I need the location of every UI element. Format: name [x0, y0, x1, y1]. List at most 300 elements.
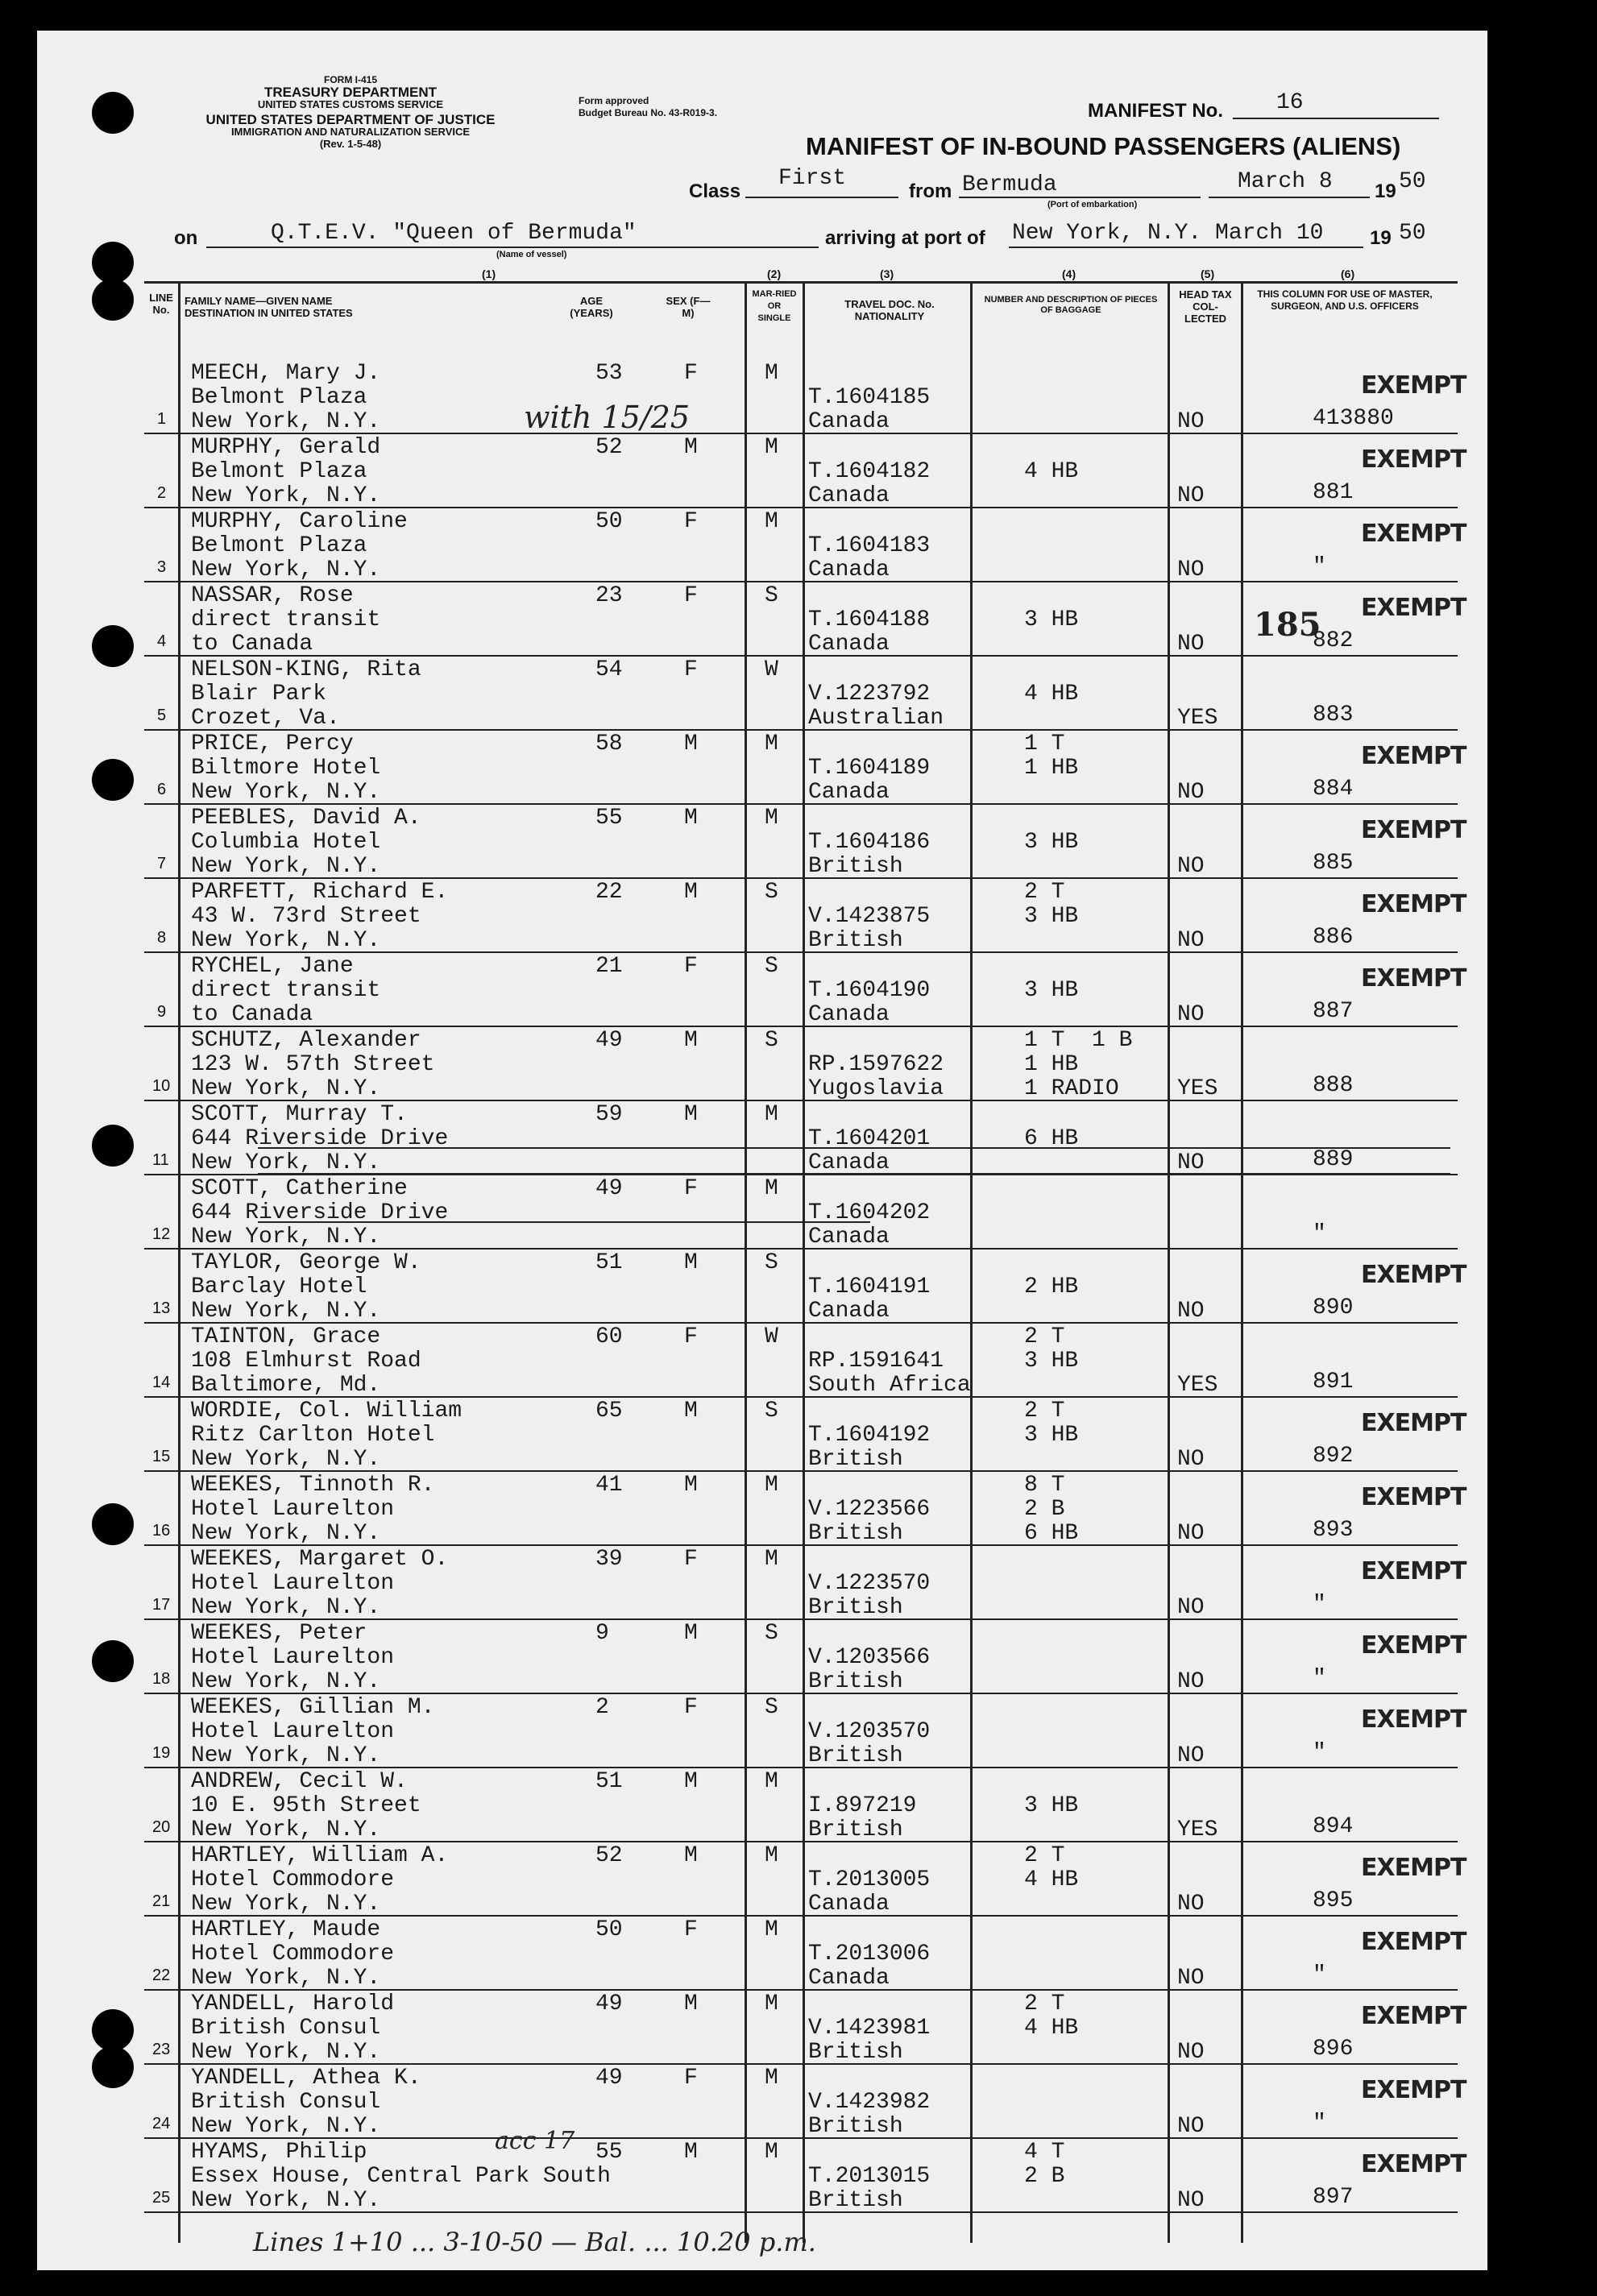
sex: F [684, 583, 698, 608]
line-number: 17 [152, 1596, 171, 1614]
exempt-stamp: EXEMPT [1361, 1854, 1466, 1882]
sex: M [684, 1102, 698, 1127]
table-row-border [144, 655, 1458, 657]
baggage-line-1: 1 T [1024, 731, 1065, 756]
line-number: 9 [157, 1003, 167, 1021]
col-divider [970, 281, 973, 2243]
baggage-line-1: 4 T [1024, 2140, 1065, 2165]
embark-year: 50 [1399, 169, 1426, 194]
age: 55 [595, 806, 623, 831]
destination-line-2: to Canada [191, 1002, 313, 1027]
passenger-name: TAYLOR, George W. [191, 1250, 421, 1275]
exempt-stamp: EXEMPT [1361, 371, 1466, 400]
vessel-line [206, 247, 819, 248]
destination-line-2: New York, N.Y. [191, 1669, 381, 1694]
baggage-line-1: 2 T [1024, 880, 1065, 905]
passenger-name: HARTLEY, Maude [191, 1917, 381, 1942]
travel-doc-number: T.1604202 [808, 1200, 931, 1225]
head-tax: YES [1177, 1373, 1218, 1398]
nationality: Canada [808, 632, 890, 657]
destination-line-1: Biltmore Hotel [191, 756, 381, 781]
age: 50 [595, 509, 623, 534]
passenger-name: WEEKES, Margaret O. [191, 1547, 449, 1572]
marital-status: M [765, 361, 778, 386]
destination-line-2: New York, N.Y. [191, 1817, 381, 1842]
travel-doc-number: V.1423875 [808, 904, 931, 929]
travel-doc-number: T.1604201 [808, 1126, 931, 1151]
marital-status: W [765, 1324, 778, 1349]
baggage-line-2: 3 HB [1024, 1423, 1079, 1448]
arrival-line [1009, 247, 1363, 248]
destination-line-2: Crozet, Va. [191, 706, 340, 731]
travel-doc-number: V.1203566 [808, 1645, 931, 1670]
destination-line-1: Belmont Plaza [191, 459, 367, 484]
class-line [745, 197, 898, 198]
binder-hole [92, 279, 134, 321]
arriving-label: arriving at port of [825, 227, 985, 249]
strike-line [258, 1147, 1450, 1149]
destination-line-1: Blair Park [191, 682, 327, 707]
approval-block [579, 95, 717, 119]
exempt-stamp: EXEMPT [1361, 1483, 1466, 1511]
line-number: 4 [157, 632, 167, 650]
age: 58 [595, 731, 623, 756]
class-label: Class [689, 180, 741, 202]
sex: M [684, 1399, 698, 1424]
official-number: 883 [1313, 702, 1354, 727]
baggage-line-2: 2 B [1024, 2164, 1065, 2189]
destination-line-1: Belmont Plaza [191, 533, 367, 558]
destination-line-1: 123 W. 57th Street [191, 1052, 435, 1077]
destination-line-2: New York, N.Y. [191, 1299, 381, 1324]
line-number: 14 [152, 1374, 171, 1391]
marital-status: S [765, 1399, 778, 1424]
row1-handwritten-note: with 15/25 [524, 400, 691, 435]
destination-line-2: New York, N.Y. [191, 780, 381, 805]
travel-doc-number: T.1604189 [808, 756, 931, 781]
exempt-stamp: EXEMPT [1361, 1928, 1466, 1956]
exempt-stamp: EXEMPT [1361, 2002, 1466, 2030]
destination-line-2: New York, N.Y. [191, 483, 381, 508]
head-tax: NO [1177, 928, 1205, 953]
travel-doc-number: RP.1597622 [808, 1052, 944, 1077]
age: 23 [595, 583, 623, 608]
exempt-stamp: EXEMPT [1361, 2150, 1466, 2178]
nationality: Yugoslavia [808, 1076, 944, 1101]
sex: M [684, 731, 698, 756]
age: 22 [595, 880, 623, 905]
head-tax: NO [1177, 1595, 1205, 1620]
age: 41 [595, 1473, 623, 1498]
budget-bureau: Budget Bureau No. 43-R019-3. [579, 107, 718, 118]
head-tax: NO [1177, 1002, 1205, 1027]
sex: M [684, 1843, 698, 1868]
marital-status: W [765, 657, 778, 682]
nationality: British [808, 1743, 903, 1768]
line-number: 23 [152, 2041, 171, 2058]
passenger-name: PEEBLES, David A. [191, 806, 421, 831]
exempt-stamp: EXEMPT [1361, 890, 1466, 918]
baggage-line-3: 1 RADIO [1024, 1076, 1119, 1101]
class-value: First [778, 166, 847, 191]
official-number: " [1313, 2111, 1326, 2136]
table-row-border [144, 1026, 1458, 1027]
exempt-stamp: EXEMPT [1361, 742, 1466, 770]
exempt-stamp: EXEMPT [1361, 1557, 1466, 1585]
travel-doc-number: T.1604192 [808, 1423, 931, 1448]
col-num-3: (3) [880, 267, 894, 280]
nationality: Canada [808, 1892, 890, 1917]
baggage-line-2: 6 HB [1024, 1126, 1079, 1151]
manifest-no: 16 [1276, 90, 1304, 115]
header-age: AGE (YEARS) [570, 295, 613, 319]
baggage-line-2: 2 B [1024, 1497, 1065, 1522]
passenger-name: HARTLEY, William A. [191, 1843, 449, 1868]
revision-label: (Rev. 1-5-48) [319, 138, 382, 150]
travel-doc-number: T.2013005 [808, 1867, 931, 1892]
baggage-line-2: 1 HB [1024, 1052, 1079, 1077]
nationality: British [808, 2114, 903, 2139]
nationality: British [808, 1447, 903, 1472]
header-officers: THIS COLUMN FOR USE OF MASTER, SURGEON, AND U.S. OFFICERS [1257, 288, 1433, 312]
from-label: from [909, 180, 952, 202]
travel-doc-number: V.1223566 [808, 1497, 931, 1522]
destination-line-2: New York, N.Y. [191, 1892, 381, 1917]
nationality: British [808, 928, 903, 953]
manifest-no-line [1233, 118, 1439, 119]
line-number: 18 [152, 1670, 171, 1688]
destination-line-1: Hotel Laurelton [191, 1645, 395, 1670]
age: 49 [595, 1991, 623, 2016]
destination-line-2: New York, N.Y. [191, 1225, 381, 1250]
marital-status: M [765, 435, 778, 460]
destination-line-1: Ritz Carlton Hotel [191, 1423, 435, 1448]
col-divider [803, 281, 805, 2243]
head-tax: NO [1177, 1892, 1205, 1917]
head-tax: NO [1177, 632, 1205, 657]
head-tax: NO [1177, 2040, 1205, 2065]
age: 39 [595, 1547, 623, 1572]
official-number: 888 [1313, 1073, 1354, 1098]
marital-status: M [765, 1991, 778, 2016]
line-number: 24 [152, 2115, 171, 2132]
sex: M [684, 1621, 698, 1646]
table-top-border [144, 281, 1458, 284]
passenger-name: NASSAR, Rose [191, 583, 354, 608]
embarkation-date: March 8 [1238, 169, 1333, 194]
destination-line-1: Hotel Commodore [191, 1867, 395, 1892]
marital-status: S [765, 954, 778, 979]
sex: M [684, 1250, 698, 1275]
passenger-name: PRICE, Percy [191, 731, 354, 756]
passenger-table [144, 253, 1466, 2243]
destination-line-1: British Consul [191, 2090, 381, 2115]
on-label: on [174, 227, 198, 249]
official-number: 885 [1313, 851, 1354, 876]
destination-line-2: New York, N.Y. [191, 854, 381, 879]
official-number: " [1313, 554, 1326, 579]
binder-hole [92, 1640, 134, 1682]
destination-line-2: New York, N.Y. [191, 1150, 381, 1175]
baggage-line-2: 3 HB [1024, 830, 1079, 855]
marital-status: S [765, 1250, 778, 1275]
passenger-name: WORDIE, Col. William [191, 1399, 463, 1424]
line-number: 7 [157, 855, 167, 872]
nationality: Canada [808, 1002, 890, 1027]
destination-line-1: Columbia Hotel [191, 830, 381, 855]
line-number: 21 [152, 1892, 171, 1910]
baggage-line-1: 2 T [1024, 1324, 1065, 1349]
passenger-name: PARFETT, Richard E. [191, 880, 449, 905]
marital-status: S [765, 1621, 778, 1646]
official-number: 886 [1313, 925, 1354, 950]
travel-doc-number: V.1423981 [808, 2016, 931, 2041]
exempt-stamp: EXEMPT [1361, 520, 1466, 548]
official-number: 884 [1313, 777, 1354, 802]
travel-doc-number: I.897219 [808, 1793, 917, 1818]
age: 21 [595, 954, 623, 979]
marital-status: M [765, 1176, 778, 1201]
nationality: British [808, 2188, 903, 2213]
travel-doc-number: T.1604183 [808, 533, 931, 558]
sex: M [684, 2140, 698, 2165]
baggage-line-2: 3 HB [1024, 1793, 1079, 1818]
official-number: 889 [1313, 1147, 1354, 1172]
marital-status: S [765, 583, 778, 608]
manifest-title: MANIFEST OF IN-BOUND PASSENGERS (ALIENS) [806, 132, 1401, 160]
passenger-name: HYAMS, Philip [191, 2140, 367, 2165]
travel-doc-number: T.2013015 [808, 2164, 931, 2189]
nationality: Canada [808, 780, 890, 805]
treasury-label: TREASURY DEPARTMENT [263, 85, 438, 100]
line-number: 2 [157, 484, 167, 502]
sex: F [684, 1176, 698, 1201]
passenger-name: WEEKES, Gillian M. [191, 1695, 435, 1720]
head-tax: YES [1177, 1817, 1218, 1842]
official-number: 893 [1313, 1518, 1354, 1543]
line-number: 12 [152, 1225, 171, 1243]
sex: F [684, 1917, 698, 1942]
passenger-name: YANDELL, Harold [191, 1991, 395, 2016]
header-name: FAMILY NAME—GIVEN NAME DESTINATION IN UNITED STATES [185, 295, 353, 319]
sex: M [684, 1991, 698, 2016]
row25-handwritten-note: acc 17 [495, 2127, 575, 2155]
destination-line-2: New York, N.Y. [191, 2040, 381, 2065]
travel-doc-number: V.1223570 [808, 1571, 931, 1596]
nationality: Canada [808, 1225, 890, 1250]
sex: M [684, 1769, 698, 1794]
row4-handwritten-number: 185 [1254, 606, 1321, 644]
nationality: Canada [808, 557, 890, 582]
nationality: Canada [808, 483, 890, 508]
passenger-name: SCOTT, Catherine [191, 1176, 408, 1201]
arrive-year-prefix: 19 [1370, 227, 1392, 249]
nationality: British [808, 1521, 903, 1546]
binder-hole [92, 625, 134, 667]
header-baggage: NUMBER AND DESCRIPTION OF PIECES OF BAGGAGE [984, 295, 1158, 315]
passenger-name: SCOTT, Murray T. [191, 1102, 408, 1127]
line-number: 19 [152, 1744, 171, 1762]
nationality: Canada [808, 1299, 890, 1324]
marital-status: S [765, 1028, 778, 1053]
age: 59 [595, 1102, 623, 1127]
sex: M [684, 806, 698, 831]
age: 55 [595, 2140, 623, 2165]
exempt-stamp: EXEMPT [1361, 1631, 1466, 1660]
embark-date-line [1209, 197, 1370, 198]
destination-line-1: 644 Riverside Drive [191, 1126, 449, 1151]
destination-line-2: New York, N.Y. [191, 2114, 381, 2139]
travel-doc-number: RP.1591641 [808, 1349, 944, 1374]
embarkation-port: Bermuda [962, 172, 1057, 197]
baggage-line-2: 4 HB [1024, 1867, 1079, 1892]
passenger-name: ANDREW, Cecil W. [191, 1769, 408, 1794]
binder-hole [92, 92, 134, 134]
travel-doc-number: T.1604185 [808, 385, 931, 410]
age: 51 [595, 1250, 623, 1275]
head-tax: NO [1177, 1966, 1205, 1991]
destination-line-2: New York, N.Y. [191, 2188, 381, 2213]
head-tax: NO [1177, 780, 1205, 805]
line-number: 11 [152, 1151, 169, 1169]
age: 52 [595, 435, 623, 460]
header-line-no: LINE No. [149, 292, 173, 316]
age: 49 [595, 2066, 623, 2091]
travel-doc-number: V.1423982 [808, 2090, 931, 2115]
official-number: 882 [1313, 628, 1354, 653]
destination-line-2: New York, N.Y. [191, 1743, 381, 1768]
head-tax: NO [1177, 2114, 1205, 2139]
destination-line-2: New York, N.Y. [191, 1447, 381, 1472]
baggage-line-2: 2 HB [1024, 1274, 1079, 1299]
baggage-line-2: 3 HB [1024, 1349, 1079, 1374]
destination-line-2: New York, N.Y. [191, 1521, 381, 1546]
marital-status: M [765, 1843, 778, 1868]
sex: F [684, 1547, 698, 1572]
vessel-name: Q.T.E.V. "Queen of Bermuda" [271, 221, 637, 246]
official-number: " [1313, 1221, 1326, 1246]
marital-status: S [765, 1695, 778, 1720]
arrival-port-date: New York, N.Y. March 10 [1012, 221, 1324, 246]
official-number: " [1313, 1962, 1326, 1987]
sex: M [684, 1473, 698, 1498]
age: 54 [595, 657, 623, 682]
destination-line-2: New York, N.Y. [191, 557, 381, 582]
official-number: " [1313, 1666, 1326, 1691]
head-tax: NO [1177, 1669, 1205, 1694]
travel-doc-number: V.1223792 [808, 682, 931, 707]
form-number: FORM I-415 [323, 74, 377, 85]
exempt-stamp: EXEMPT [1361, 2076, 1466, 2104]
baggage-line-2: 1 HB [1024, 756, 1079, 781]
official-number: 413880 [1313, 406, 1394, 431]
head-tax: NO [1177, 483, 1205, 508]
header-head-tax: HEAD TAX COL-LECTED [1179, 288, 1232, 325]
age: 49 [595, 1028, 623, 1053]
baggage-line-2: 3 HB [1024, 904, 1079, 929]
sex: F [684, 361, 698, 386]
customs-label: UNITED STATES CUSTOMS SERVICE [257, 98, 444, 110]
nationality: British [808, 1817, 903, 1842]
destination-line-1: Belmont Plaza [191, 385, 367, 410]
official-number: 896 [1313, 2037, 1354, 2062]
marital-status: M [765, 1473, 778, 1498]
baggage-line-1: 8 T [1024, 1473, 1065, 1498]
marital-status: M [765, 1547, 778, 1572]
passenger-name: MURPHY, Caroline [191, 509, 408, 534]
official-number: 897 [1313, 2185, 1354, 2210]
nationality: South Africa [808, 1373, 971, 1398]
age: 9 [595, 1621, 609, 1646]
destination-line-1: direct transit [191, 607, 381, 632]
age: 60 [595, 1324, 623, 1349]
destination-line-2: New York, N.Y. [191, 1595, 381, 1620]
destination-line-2: New York, N.Y. [191, 928, 381, 953]
destination-line-1: 644 Riverside Drive [191, 1200, 449, 1225]
line-number: 22 [152, 1967, 171, 1984]
manifest-no-label: MANIFEST No. [1088, 100, 1223, 122]
sex: F [684, 2066, 698, 2091]
destination-line-1: 108 Elmhurst Road [191, 1349, 421, 1374]
exempt-stamp: EXEMPT [1361, 1261, 1466, 1289]
official-number: 892 [1313, 1444, 1354, 1469]
arrive-year: 50 [1399, 221, 1426, 246]
line-number: 15 [152, 1448, 171, 1465]
binder-hole [92, 1125, 134, 1167]
nationality: British [808, 1669, 903, 1694]
table-row-border [144, 729, 1458, 731]
head-tax: NO [1177, 1299, 1205, 1324]
embark-year-prefix: 19 [1375, 180, 1396, 202]
passenger-name: WEEKES, Tinnoth R. [191, 1473, 435, 1498]
justice-label: UNITED STATES DEPARTMENT OF JUSTICE [205, 112, 496, 127]
sex: F [684, 657, 698, 682]
baggage-line-1: 2 T [1024, 1399, 1065, 1424]
official-number: 894 [1313, 1814, 1354, 1839]
exempt-stamp: EXEMPT [1361, 1409, 1466, 1437]
col-num-4: (4) [1062, 267, 1076, 280]
head-tax: NO [1177, 854, 1205, 879]
head-tax: NO [1177, 1150, 1205, 1175]
nationality: Canada [808, 409, 890, 434]
line-number: 5 [157, 707, 167, 724]
form-approved: Form approved [579, 95, 649, 106]
line-number: 6 [157, 781, 167, 798]
passenger-name: SCHUTZ, Alexander [191, 1028, 421, 1053]
passenger-name: NELSON-KING, Rita [191, 657, 421, 682]
marital-status: M [765, 1769, 778, 1794]
age: 2 [595, 1695, 609, 1720]
travel-doc-number: T.2013006 [808, 1942, 931, 1967]
destination-line-1: 10 E. 95th Street [191, 1793, 421, 1818]
age: 52 [595, 1843, 623, 1868]
baggage-line-1: 2 T [1024, 1843, 1065, 1868]
age: 53 [595, 361, 623, 386]
header-married: MAR-RIED OR SINGLE [752, 289, 797, 323]
sex: F [684, 1695, 698, 1720]
destination-line-1: Hotel Commodore [191, 1942, 395, 1967]
line-number: 13 [152, 1299, 171, 1317]
strike-line [258, 1173, 1450, 1175]
baggage-line-2: 4 HB [1024, 459, 1079, 484]
marital-status: S [765, 880, 778, 905]
passenger-name: WEEKES, Peter [191, 1621, 367, 1646]
col-divider [178, 281, 180, 2243]
baggage-line-1: 2 T [1024, 1991, 1065, 2016]
exempt-stamp: EXEMPT [1361, 594, 1466, 622]
line-number: 10 [152, 1077, 171, 1095]
binder-hole [92, 242, 134, 284]
